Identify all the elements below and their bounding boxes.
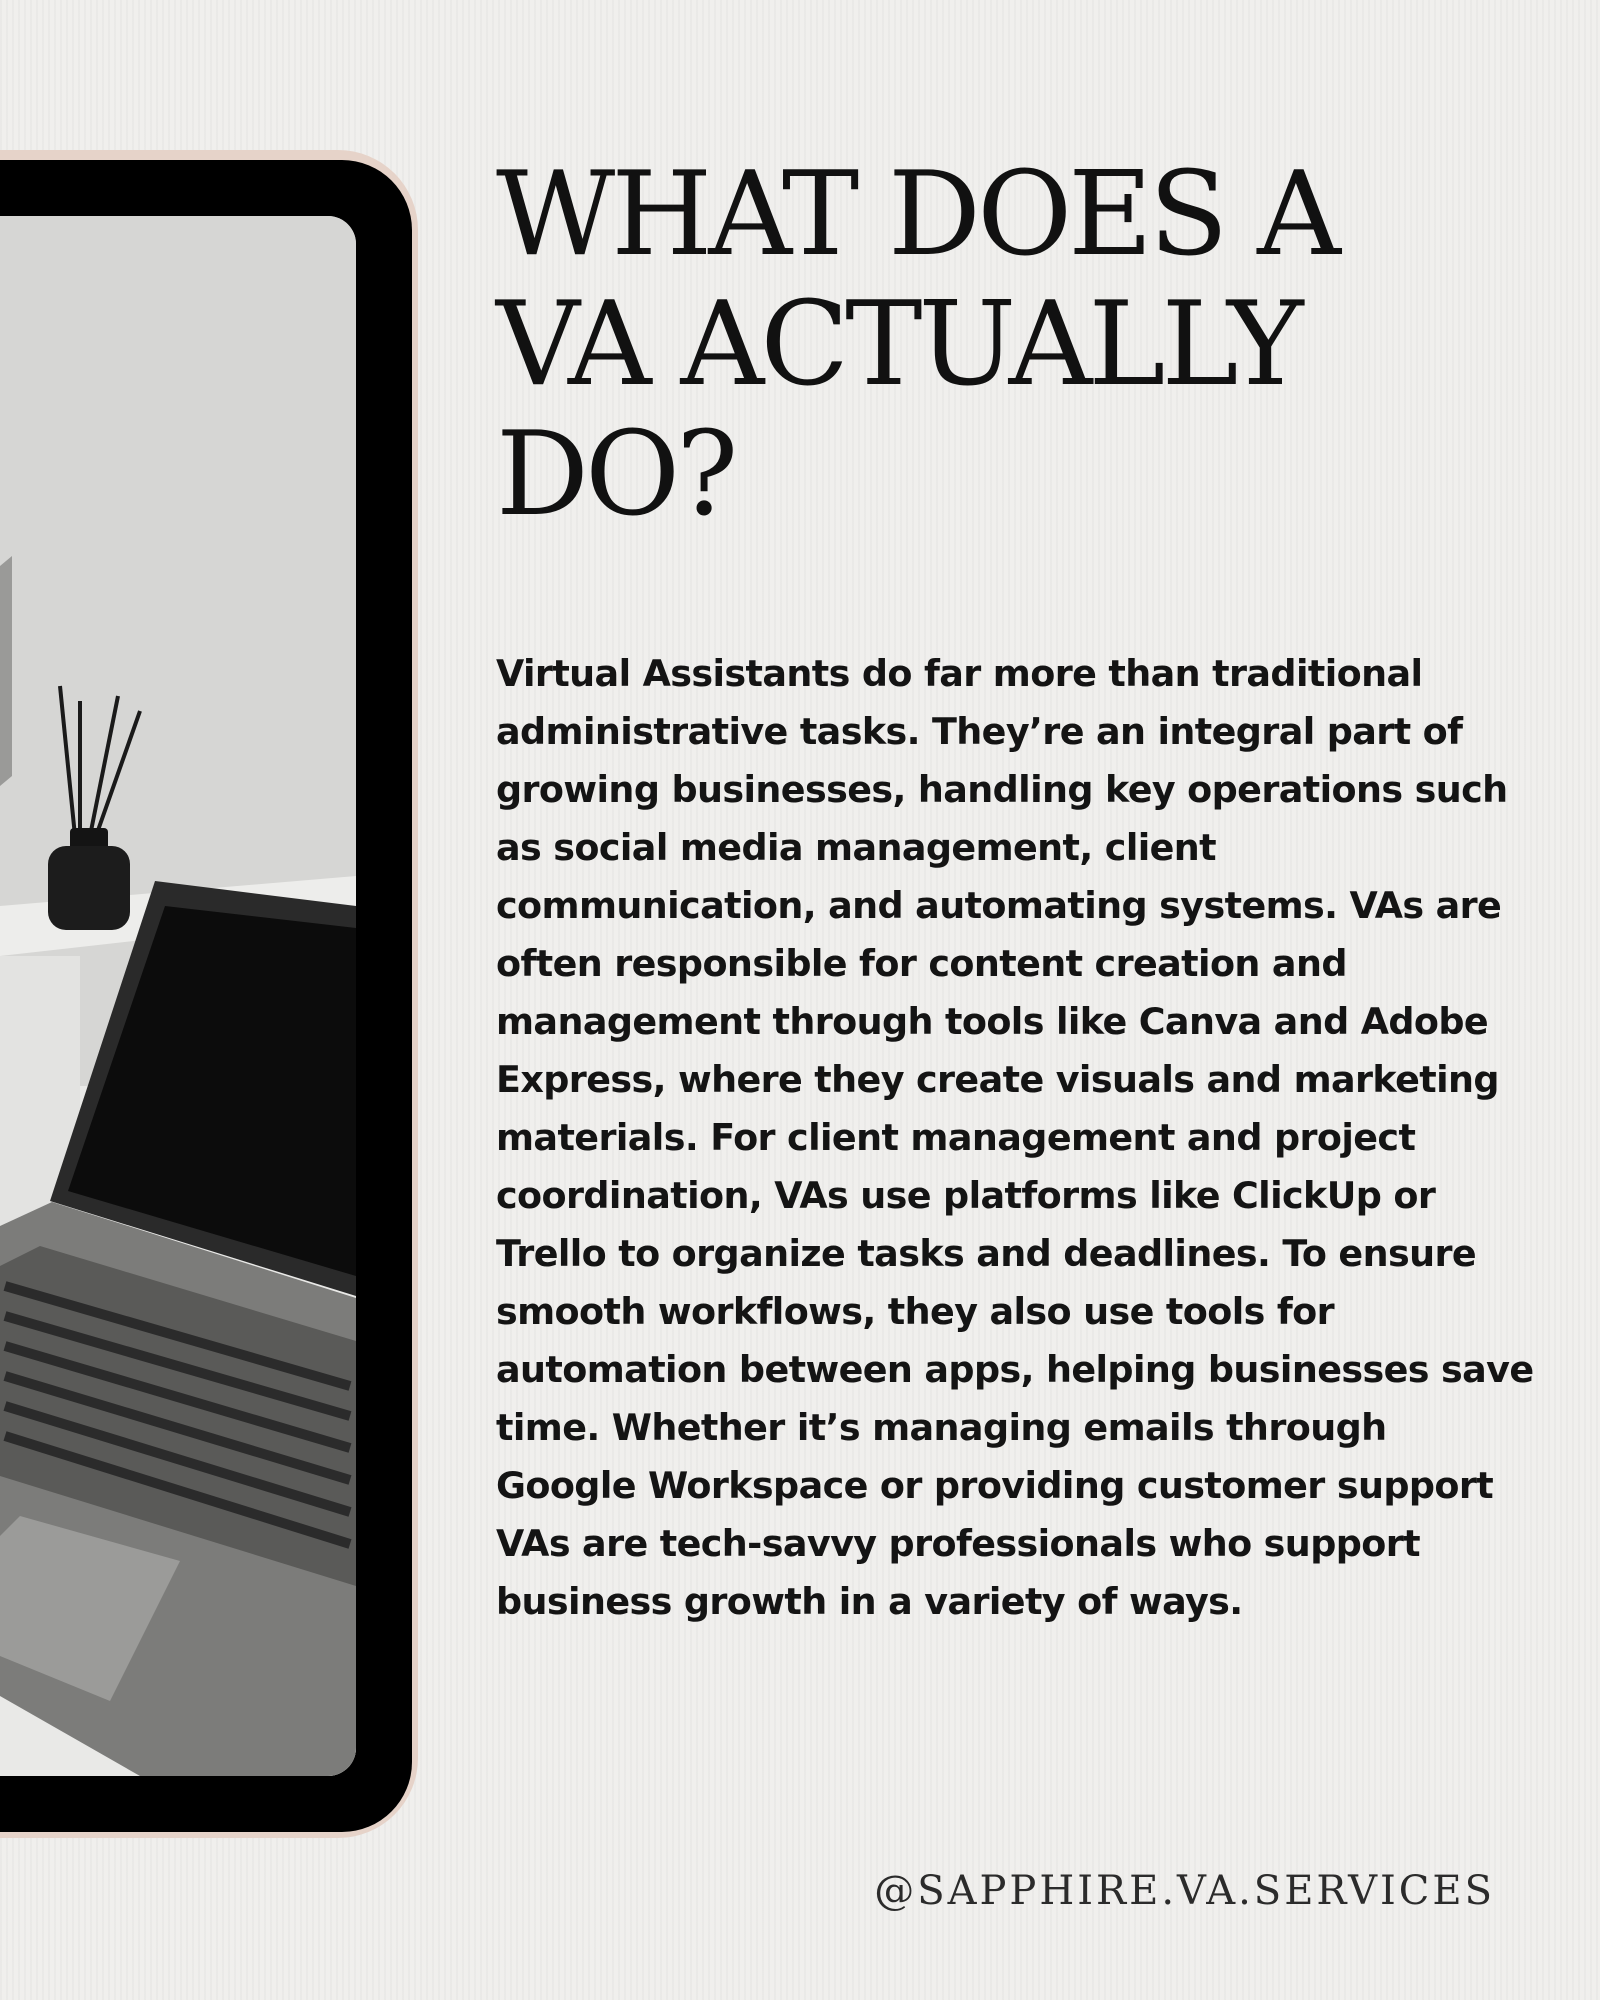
social-handle: @SAPPHIRE.VA.SERVICES: [874, 1868, 1495, 1914]
title-line-1: WHAT DOES A: [496, 147, 1337, 282]
title-line-2: VA ACTUALLY: [496, 277, 1300, 412]
body-paragraph: Virtual Assistants do far more than traditional administrative tasks. They’re an integral part of growing businesses, handling key operations such as social media management, client communication, and automating systems. VAs are often responsible for content creation and management through tools like Canva and Adobe Express, where they create visuals and marketing materials. For client management and project coordination, VAs use platforms like ClickUp or Trello to organize tasks and deadlines. To ensure smooth workflows, they also use tools for automation between apps, helping businesses save time. Whether it’s managing emails through Google Workspace or providing customer support VAs are tech-savvy professionals who support business growth in a variety of ways.: [496, 652, 1534, 1623]
diffuser-bottle: [48, 846, 130, 930]
page-title: [496, 147, 1556, 542]
laptop-and-reed-diffuser-photo: [0, 216, 356, 1776]
title-line-3: DO?: [496, 407, 735, 542]
tablet-screen: [0, 216, 356, 1776]
photo-object: [0, 556, 12, 786]
